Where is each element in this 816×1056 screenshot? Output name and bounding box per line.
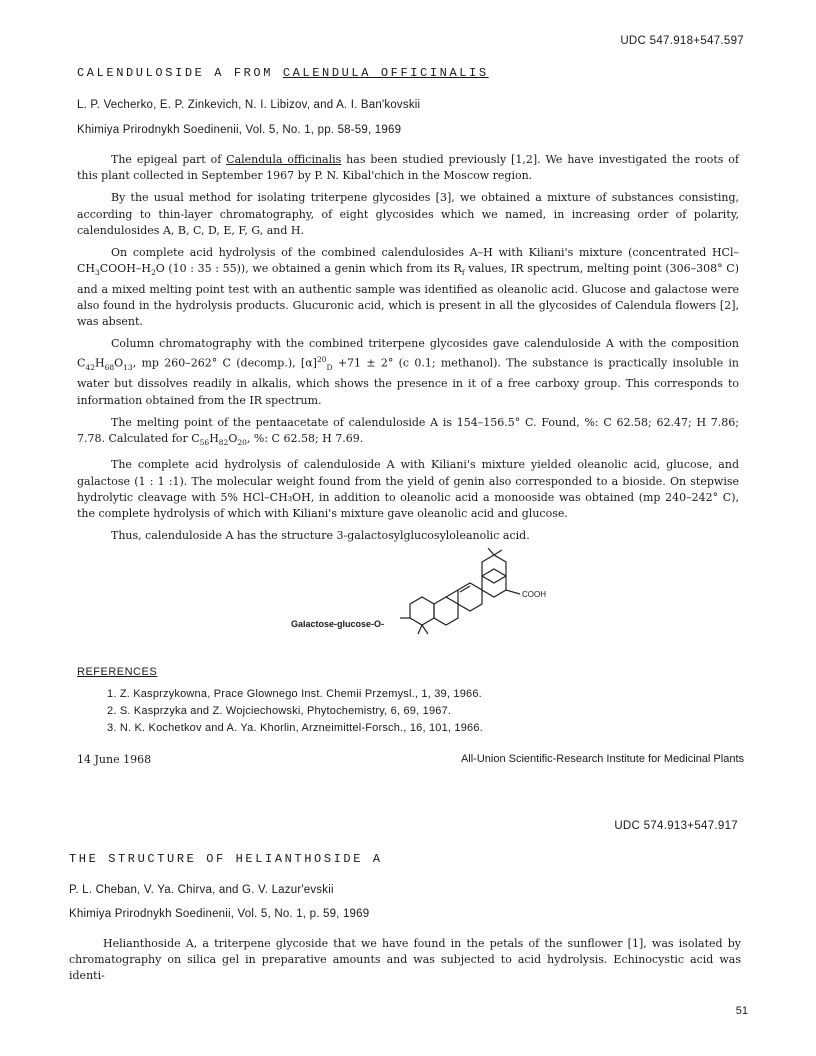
article-title-1 (77, 66, 489, 80)
title-species: CALENDULA OFFICINALIS (282, 66, 489, 80)
ring-a (410, 597, 434, 625)
paragraph-6: The complete acid hydrolysis of calenduloside A with Kiliani's mixture yielded oleanolic acid, glucose, and galactose (1 : 1 :1). The molecular weight found from the yield of genin also corresponded to a bioside. On stepwise hydrolytic cleavage with 5% HCl–CH₃OH, in addition to oleanolic acid a monooside was obtained (mp 240–242° C), the complete hydrolysis of which with Kiliani's mixture gave oleanolic acid and glucose. (77, 458, 739, 521)
received-date: 14 June 1968 (77, 753, 152, 766)
reference-list (107, 688, 483, 734)
oleanolic-acid-structure-diagram (380, 548, 540, 648)
body-text-2 (69, 936, 741, 985)
journal-citation-1: Khimiya Prirodnykh Soedinenii, Vol. 5, No. 1, pp. 58-59, 1969 (77, 124, 402, 136)
article-title-2: THE STRUCTURE OF HELIANTHOSIDE A (69, 852, 383, 866)
paragraph-1: The epigeal part of Calendula officinalis has been studied previously [1,2]. We have investigated the roots of this plant collected in September 1967 by P. N. Kibal'chich in the Moscow region. (77, 153, 739, 183)
ring-c (458, 583, 482, 611)
journal-citation-2: Khimiya Prirodnykh Soedinenii, Vol. 5, No. 1, p. 59, 1969 (69, 908, 370, 920)
paragraph-2: By the usual method for isolating triterpene glycosides [3], we obtained a mixture of substances consisting, according to thin-layer chromatography, of eight glycosides which we named, in increasing order of polarity, calendulosides A, B, C, D, E, F, G, and H. (77, 191, 739, 237)
body-text-1 (77, 152, 739, 544)
paragraph-4: Column chromatography with the combined triterpene glycosides gave calenduloside A with the composition $C_{42}H_{68}O_{13}$, mp 260–262° C (decomp.), $[\alpha]^{20}_D +71 \pm 2^\circ$ (c 0.1; methanol). The substance is practically insoluble in water but dissolves readily in alkalis, which shows the presence in it of a free carboxy group. This corresponds to information obtained from the IR spectrum. (77, 337, 739, 407)
paragraph-7: Thus, calenduloside A has the structure 3-galactosylglucosyloleanolic acid. (111, 529, 530, 543)
cooh-bond (506, 590, 520, 594)
references-heading: REFERENCES (77, 666, 158, 678)
paragraph-2-1: Helianthoside A, a triterpene glycoside that we have found in the petals of the sunflower [1], was isolated by chromatography on silica gel in preparative amounts and was subjected to acid hydrolysis. Echinocystic acid was identi- (69, 937, 741, 983)
paragraph-3: On complete acid hydrolysis of the combined calendulosides A–H with Kiliani's mixture (concentrated HCl–$CH_3COOH-H_2O$ (10 : 35 : 55)), we obtained a genin which from its $R_f$ values, IR spectrum, melting point (306–308° C) and a mixed melting point test with an authentic sample was identified as oleanolic acid. Glucose and galactose were also found in the hydrolysis products. Glucuronic acid, which is present in all the glycosides of Calendula flowers [2], was absent. (77, 246, 739, 329)
institute: All-Union Scientific-Research Institute for Medicinal Plants (460, 753, 744, 765)
paragraph-5: The melting point of the pentaacetate of calenduloside A is 154–156.5° C. Found, %: C 62.58; 62.47; H 7.86; 7.78. Calculated for $C_{56}H_{82}O_{20}$, %: C 62.58; H 7.69. (77, 415, 739, 448)
udc-code-2: UDC 574.913+547.917 (614, 820, 738, 832)
page-number: 51 (735, 1005, 748, 1017)
reference-item: 3. N. K. Kochetkov and A. Ya. Khorlin, Arzneimittel-Forsch., 16, 101, 1966. (107, 722, 483, 734)
authors-1: L. P. Vecherko, E. P. Zinkevich, N. I. Libizov, and A. I. Ban'kovskii (77, 99, 421, 111)
ring-b (434, 597, 458, 625)
udc-code-1: UDC 547.918+547.597 (620, 35, 744, 47)
structure-label-glycoside: Galactose-glucose-O- (291, 619, 385, 629)
reference-item: 1. Z. Kasprzykowna, Prace Glownego Inst. Chemii Przemysl., 1, 39, 1966. (107, 688, 482, 700)
structure-label-cooh: COOH (522, 590, 546, 599)
authors-2: P. L. Cheban, V. Ya. Chirva, and G. V. Lazur'evskii (69, 884, 334, 896)
reference-item: 2. S. Kasprzyka and Z. Wojciechowski, Phytochemistry, 6, 69, 1967. (107, 705, 452, 717)
double-bond (460, 586, 470, 592)
title-prefix: CALENDULOSIDE A FROM (77, 66, 283, 80)
